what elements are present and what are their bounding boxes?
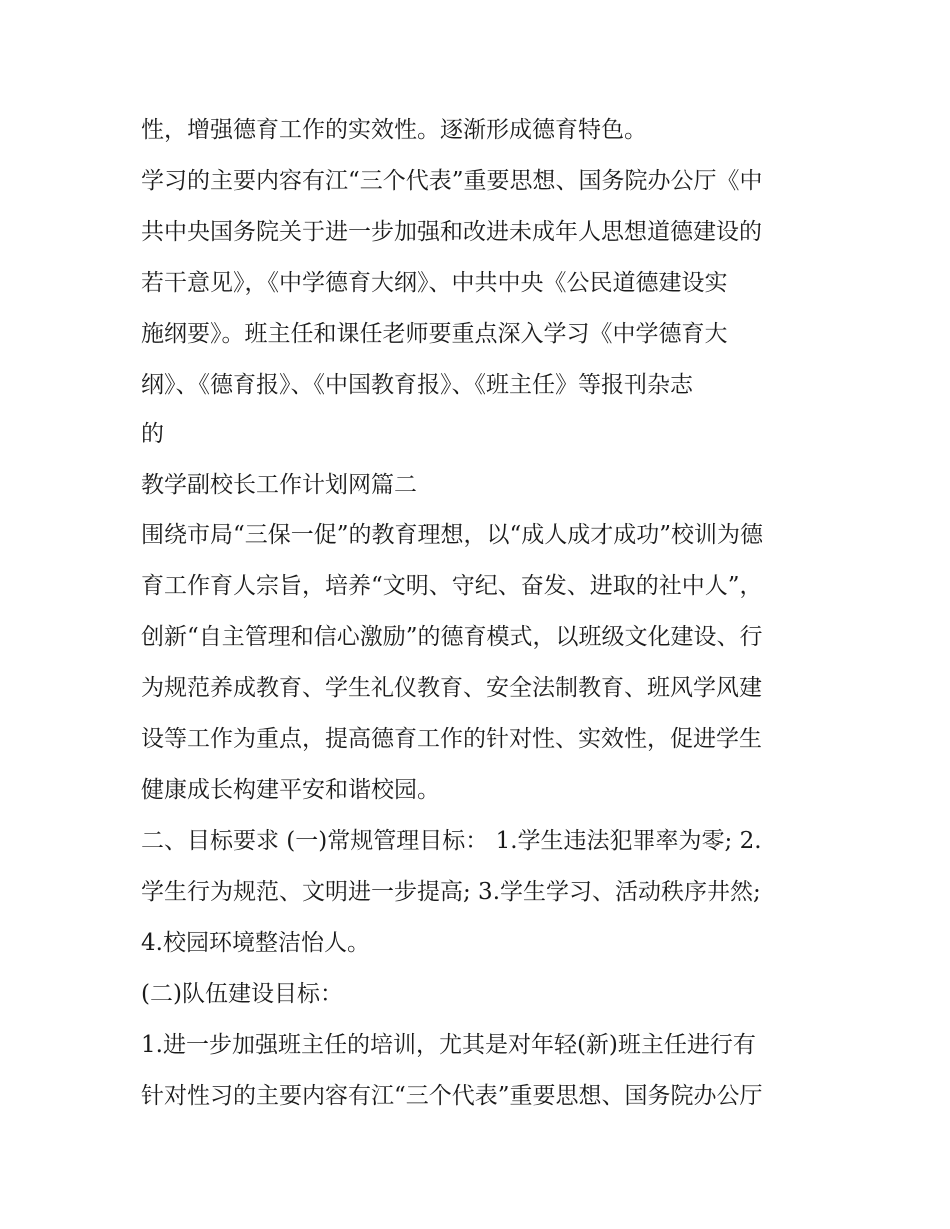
- text-line: 纲》、《德育报》、《中国教育报》、《班主任》等报刊杂志: [141, 372, 693, 398]
- text-line: 围绕市局“三保一促”的教育理想，以“成人成才成功”校训为德: [141, 522, 764, 548]
- text-line: 二、目标要求 (一)常规管理目标： 1.学生违法犯罪率为零; 2.: [141, 828, 762, 854]
- text-line: 健康成长构建平安和谐校园。: [141, 777, 440, 803]
- text-line: 学生行为规范、文明进一步提高; 3.学生学习、活动秩序井然;: [141, 879, 761, 905]
- text-line: 创新“自主管理和信心激励”的德育模式，以班级文化建设、行: [141, 624, 763, 650]
- section-heading: 教学副校长工作计划网篇二: [141, 472, 417, 498]
- text-line: 共中央国务院关于进一步加强和改进未成年人思想道德建设的: [141, 219, 762, 245]
- text-line: 针对性习的主要内容有江“三个代表”重要思想、国务院办公厅: [141, 1083, 763, 1109]
- text-line: 1.进一步加强班主任的培训，尤其是对年轻(新)班主任进行有: [141, 1032, 756, 1058]
- text-line: 性，增强德育工作的实效性。逐渐形成德育特色。: [141, 117, 647, 143]
- text-line: 学习的主要内容有江“三个代表”重要思想、国务院办公厅《中: [141, 168, 763, 194]
- text-line: 4.校园环境整洁怡人。: [141, 930, 370, 956]
- text-line: (二)队伍建设目标：: [141, 981, 343, 1007]
- text-line: 设等工作为重点，提高德育工作的针对性、实效性，促进学生: [141, 726, 762, 752]
- text-line: 若干意见》，《中学德育大纲》、中共中央《公民道德建设实: [141, 270, 728, 296]
- text-line: 为规范养成教育、学生礼仪教育、安全法制教育、班风学风建: [141, 675, 762, 701]
- text-line: 育工作育人宗旨，培养“文明、守纪、奋发、进取的社中人”，: [141, 573, 763, 599]
- text-line: 施纲要》。班主任和课任老师要重点深入学习《中学德育大: [141, 321, 728, 347]
- text-line: 的: [141, 421, 164, 447]
